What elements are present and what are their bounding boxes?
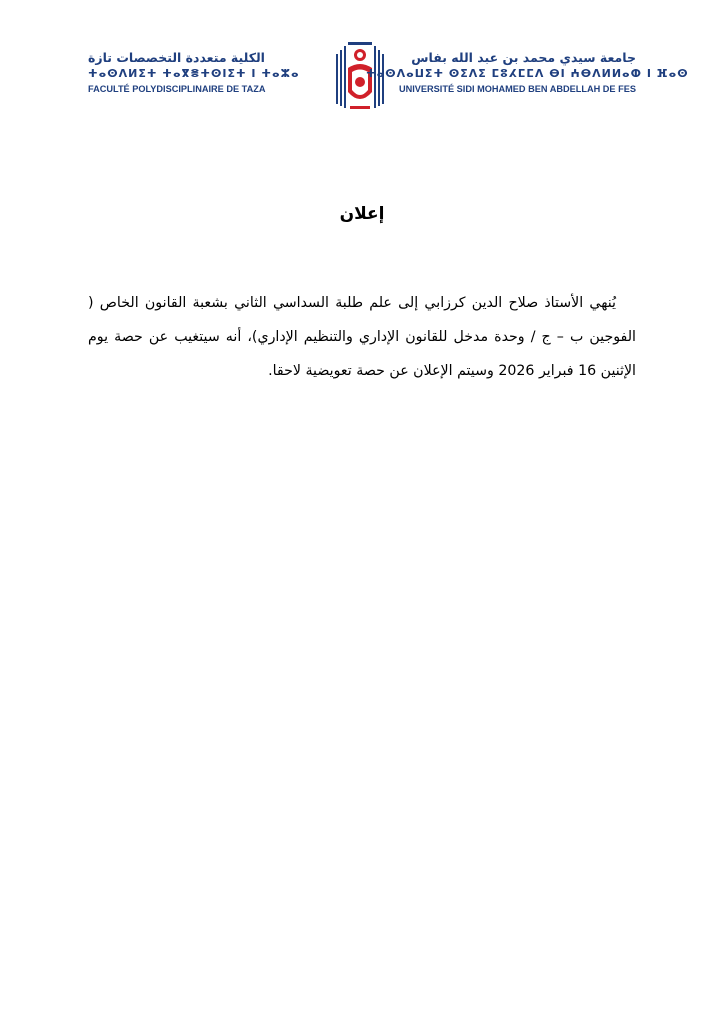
- faculty-name-arabic: الكلية متعددة التخصصات تازة: [88, 50, 265, 65]
- university-name-tifinagh: ⵜⴰⵙⴷⴰⵡⵉⵜ ⵙⵉⴷⵉ ⵎⵓⵃⵎⵎⴷ ⴱⵏ ⵄⴱⴷⵍⵍⴰⵀ ⵏ ⴼⴰⵙ: [366, 67, 689, 80]
- faculty-name-french: FACULTÉ POLYDISCIPLINAIRE DE TAZA: [88, 84, 266, 94]
- announcement-body: يُنهي الأستاذ صلاح الدين كرزابي إلى علم طلبة السداسي الثاني بشعبة القانون الخاص ( الفوجين ب – ج / وحدة مدخل للقانون الإداري والتنظيم الإداري)، أنه سيتغيب عن حصة يوم الإثنين 16 فبراير 2026 وسيتم الإعلان عن حصة تعويضية لاحقا.: [88, 295, 636, 379]
- university-name-arabic: جامعة سيدي محمد بن عبد الله بفاس: [411, 50, 636, 65]
- faculty-block: [88, 50, 316, 96]
- letterhead: [88, 40, 689, 114]
- university-block: [366, 50, 689, 96]
- announcement-title: إعلان: [339, 204, 385, 224]
- university-name-french: UNIVERSITÉ SIDI MOHAMED BEN ABDELLAH DE FES: [398, 84, 636, 94]
- faculty-name-tifinagh: ⵜⴰⵙⴷⵍⵉⵜ ⵜⴰⴳⴻⵜⵙⵏⵉⵜ ⵏ ⵜⴰⵣⴰ: [88, 67, 300, 80]
